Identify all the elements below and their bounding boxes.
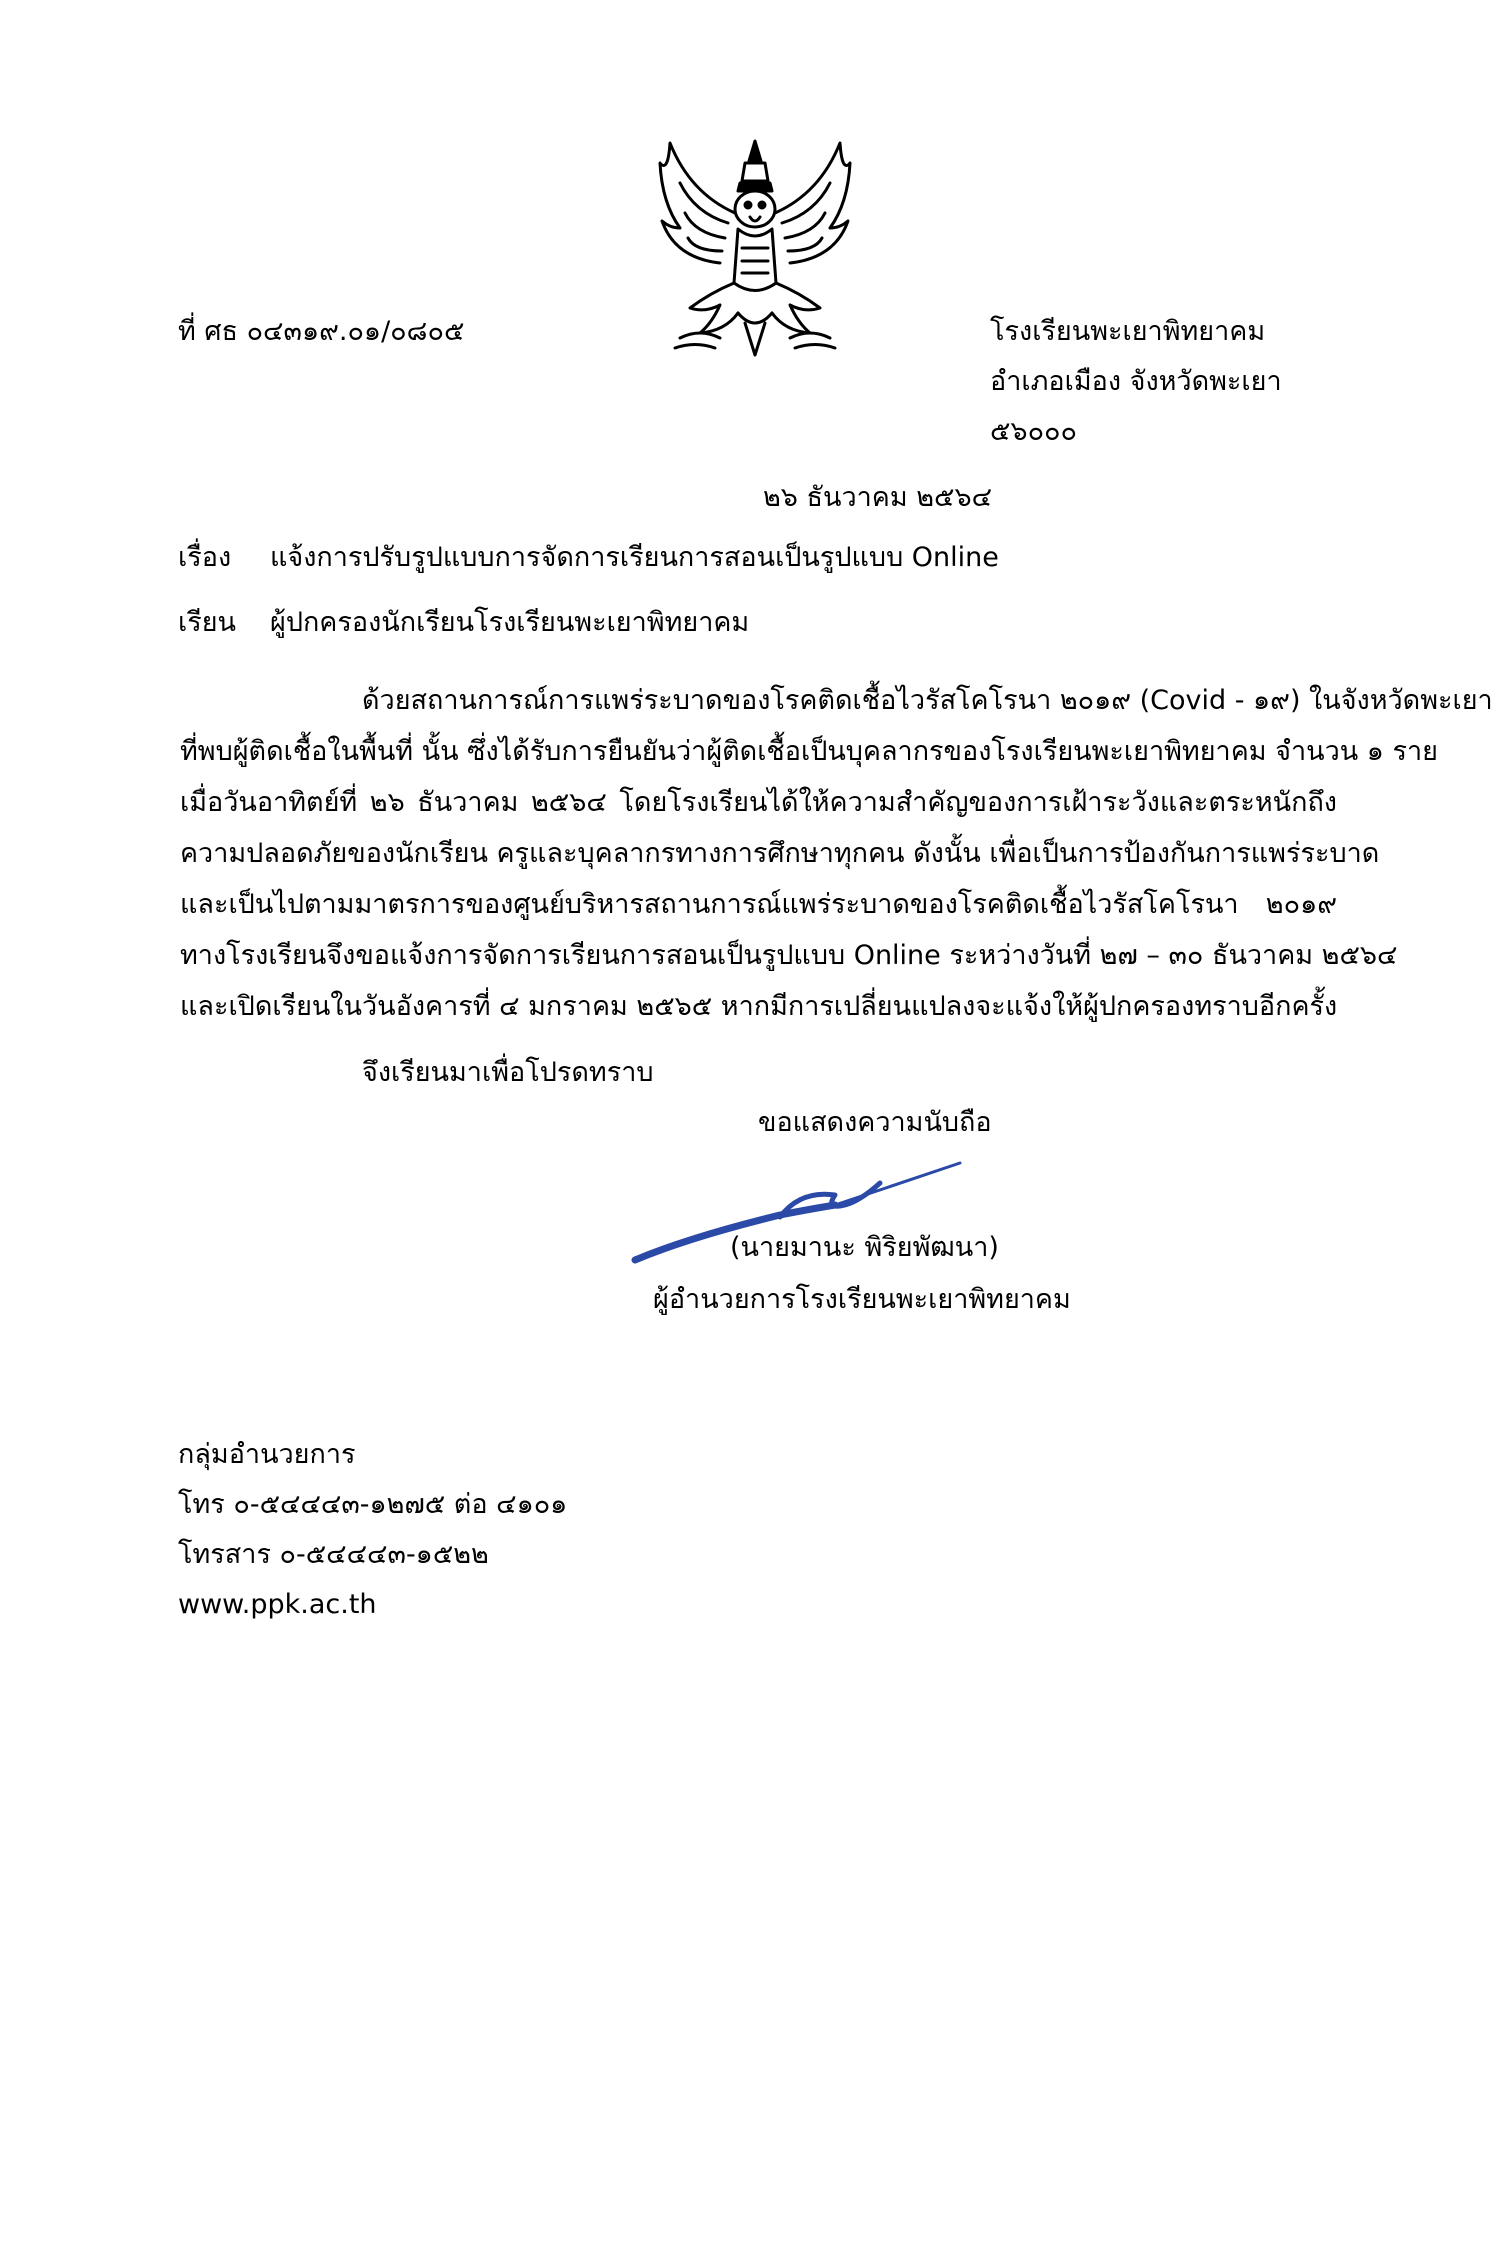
body-line-3: เมื่อวันอาทิตย์ที่ ๒๖ ธันวาคม ๒๕๖๔ โดยโรงเรียนได้ให้ความสำคัญของการเฝ้าระวังและตระหนักถึง xyxy=(180,787,1337,818)
body-line-5: และเป็นไปตามมาตรการของศูนย์บริหารสถานการณ์แพร่ระบาดของโรคติดเชื้อไวรัสโคโรนา ๒๐๑๙ xyxy=(180,889,1337,920)
regards: ขอแสดงความนับถือ xyxy=(758,1107,992,1138)
body-line-7: และเปิดเรียนในวันอังคารที่ ๔ มกราคม ๒๕๖๕ หากมีการเปลี่ยนแปลงจะแจ้งให้ผู้ปกครองทราบอีกครั้ง xyxy=(180,991,1338,1022)
recipient-label: เรียน xyxy=(178,607,237,638)
subject-label: เรื่อง xyxy=(178,542,232,573)
recipient-text: ผู้ปกครองนักเรียนโรงเรียนพะเยาพิทยาคม xyxy=(270,607,750,638)
body-line-4: ความปลอดภัยของนักเรียน ครูและบุคลากรทางการศึกษาทุกคน ดังนั้น เพื่อเป็นการป้องกันการแพร่ระบาด xyxy=(180,838,1380,869)
signatory-title: ผู้อำนวยการโรงเรียนพะเยาพิทยาคม xyxy=(653,1284,1071,1315)
subject-text: แจ้งการปรับรูปแบบการจัดการเรียนการสอนเป็นรูปแบบ Online xyxy=(270,542,999,573)
body-line-6: ทางโรงเรียนจึงขอแจ้งการจัดการเรียนการสอนเป็นรูปแบบ Online ระหว่างวันที่ ๒๗ – ๓๐ ธันวาคม ๒๕๖๔ xyxy=(180,940,1398,971)
body-line-1: ด้วยสถานการณ์การแพร่ระบาดของโรคติดเชื้อไวรัสโคโรนา ๒๐๑๙ (Covid - ๑๙) ในจังหวัดพะเยา xyxy=(362,685,1493,716)
organization-address: อำเภอเมือง จังหวัดพะเยา xyxy=(990,366,1282,397)
body-line-2: ที่พบผู้ติดเชื้อในพื้นที่ นั้น ซึ่งได้รับการยืนยันว่าผู้ติดเชื้อเป็นบุคลากรของโรงเรียนพะเยาพิทยาคม จำนวน ๑ ราย xyxy=(180,736,1438,767)
department: กลุ่มอำนวยการ xyxy=(178,1439,356,1470)
document-date: ๒๖ ธันวาคม ๒๕๖๔ xyxy=(763,482,993,513)
phone-number: โทร ๐-๕๔๔๔๓-๑๒๗๕ ต่อ ๔๑๐๑ xyxy=(178,1489,568,1520)
closing-request: จึงเรียนมาเพื่อโปรดทราบ xyxy=(362,1057,654,1088)
fax-number: โทรสาร ๐-๕๔๔๔๓-๑๕๒๒ xyxy=(178,1539,489,1570)
reference-number: ที่ ศธ ๐๔๓๑๙.๐๑/๐๘๐๕ xyxy=(178,316,465,347)
signatory-name: (นายมานะ พิริยพัฒนา) xyxy=(730,1232,999,1263)
organization-postcode: ๕๖๐๐๐ xyxy=(990,416,1078,447)
garuda-emblem-icon xyxy=(650,133,860,363)
website-link[interactable]: www.ppk.ac.th xyxy=(178,1589,377,1620)
organization-name: โรงเรียนพะเยาพิทยาคม xyxy=(990,316,1266,347)
